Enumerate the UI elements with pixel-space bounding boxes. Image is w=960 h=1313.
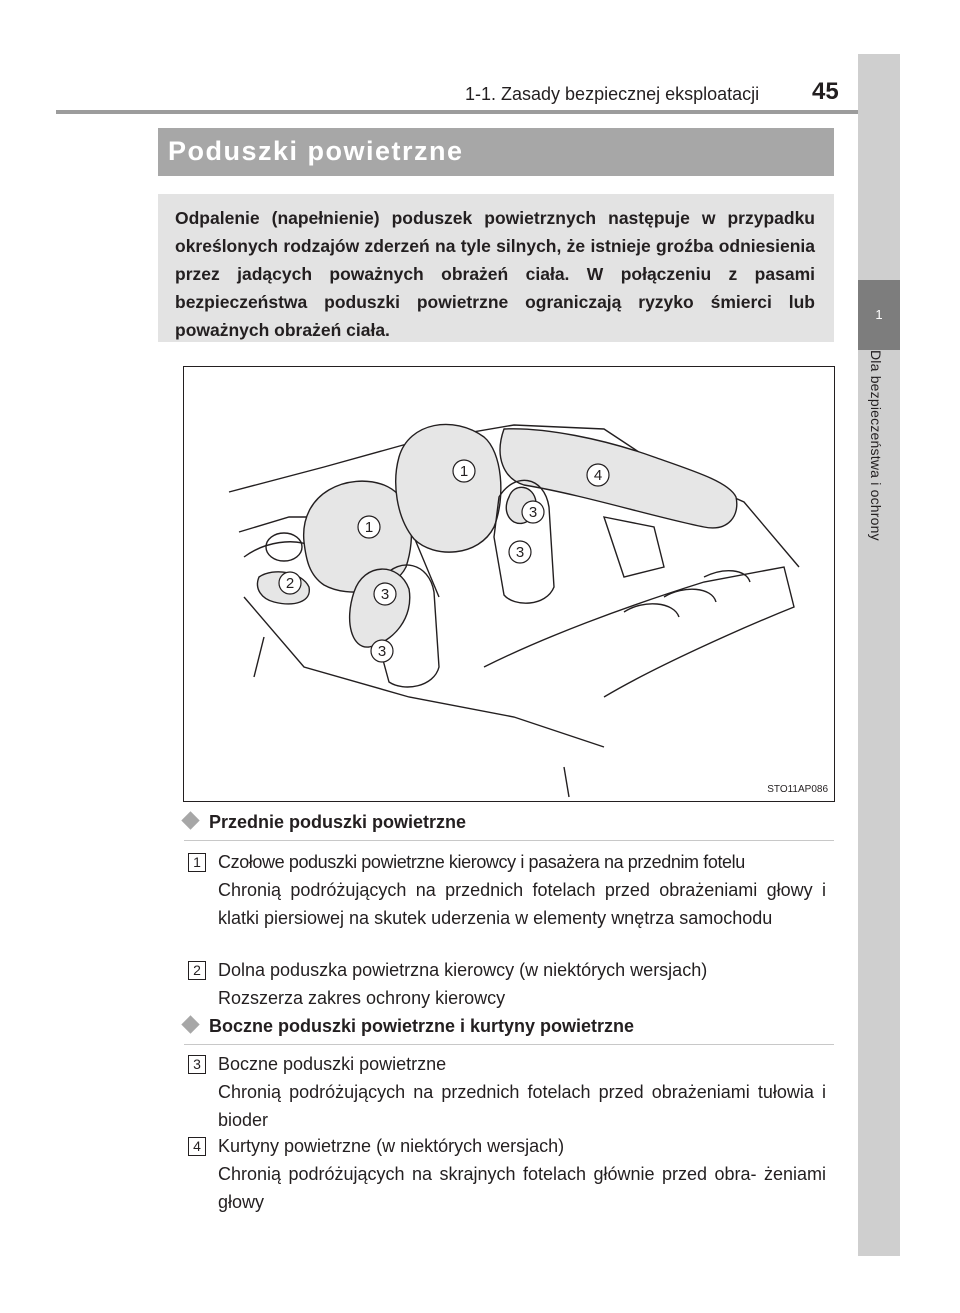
item-description: Rozszerza zakres ochrony kierowcy	[218, 988, 506, 1008]
chapter-title-vertical	[858, 350, 900, 650]
figure-code: STO11AP086	[767, 784, 828, 795]
subsection-heading-text: Boczne poduszki powietrzne i kurtyny powietrzne	[209, 1016, 635, 1036]
callout-label: 1	[364, 519, 374, 536]
item-title: Boczne poduszki powietrzne	[218, 1054, 447, 1074]
seat-post	[564, 767, 569, 797]
intro-text: Odpalenie (napełnienie) poduszek powietrznych następuje w przypadku określonych rodzajów zderzeń na tyle silnych, że istnieje groźba odniesienia przez jadących poważnych obrażeń ciała. W połączeniu z pasami bezpieczeństwa poduszki powietrzne ograniczają ryzyko śmierci lub poważnych obrażeń ciała.	[175, 208, 815, 340]
intro-box	[158, 194, 834, 342]
item-title: Kurtyny powietrzne (w niektórych wersjach)	[218, 1136, 565, 1156]
subsection-heading-text: Przednie poduszki powietrzne	[209, 812, 467, 832]
item-description: Chronią podróżujących na skrajnych fotelach głównie przed obra- żeniami głowy	[218, 1164, 826, 1212]
item-description: Chronią podróżujących na przednich fotelach przed obrażeniami tułowia i bioder	[218, 1082, 826, 1130]
callout-label: 3	[380, 586, 390, 603]
chapter-title: Dla bezpieczeństwa i ochrony	[868, 350, 884, 541]
running-header: 1-1. Zasady bezpiecznej eksploatacji	[465, 84, 760, 104]
dashboard-edge	[244, 542, 314, 557]
pillar-line	[254, 637, 264, 677]
chapter-side-tab	[858, 54, 900, 1256]
callout-label: 4	[593, 467, 603, 484]
callout-label: 2	[285, 575, 295, 592]
item-number: 2	[188, 961, 206, 980]
subsection-heading	[184, 1016, 634, 1037]
rear-seat	[484, 567, 794, 697]
airbag-illustration	[183, 366, 835, 802]
item-title: Dolna poduszka powietrzna kierowcy (w niektórych wersjach)	[218, 960, 708, 980]
item-number: 1	[188, 853, 206, 872]
item-number: 4	[188, 1137, 206, 1156]
item-number: 3	[188, 1055, 206, 1074]
diamond-bullet-icon	[181, 1015, 199, 1033]
callout-label: 3	[515, 544, 525, 561]
item-description: Chronią podróżujących na przednich fotelach przed obrażeniami głowy i klatki piersiowej na skutek uderzenia w elementy wnętrza samochodu	[218, 880, 826, 928]
section-title-bar	[158, 128, 834, 176]
steering-wheel	[266, 533, 302, 561]
header-rule	[56, 110, 858, 114]
headrest-2	[664, 589, 716, 602]
subsection-heading	[184, 812, 466, 833]
callout-label: 1	[459, 463, 469, 480]
chapter-number: 1	[858, 280, 900, 350]
section-title: Poduszki powietrzne	[168, 136, 464, 166]
page-number: 45	[812, 78, 839, 105]
car-interior-drawing	[184, 367, 834, 801]
floor-line	[244, 597, 604, 747]
diamond-bullet-icon	[181, 811, 199, 829]
passenger-airbag	[396, 424, 501, 552]
subsection-rule	[184, 840, 834, 841]
callout-label: 3	[528, 504, 538, 521]
item-title: Czołowe poduszki powietrzne kierowcy i pasażera na przednim fotelu	[218, 852, 745, 872]
door-handle-area	[604, 517, 664, 577]
callout-label: 3	[377, 643, 387, 660]
subsection-rule	[184, 1044, 834, 1045]
